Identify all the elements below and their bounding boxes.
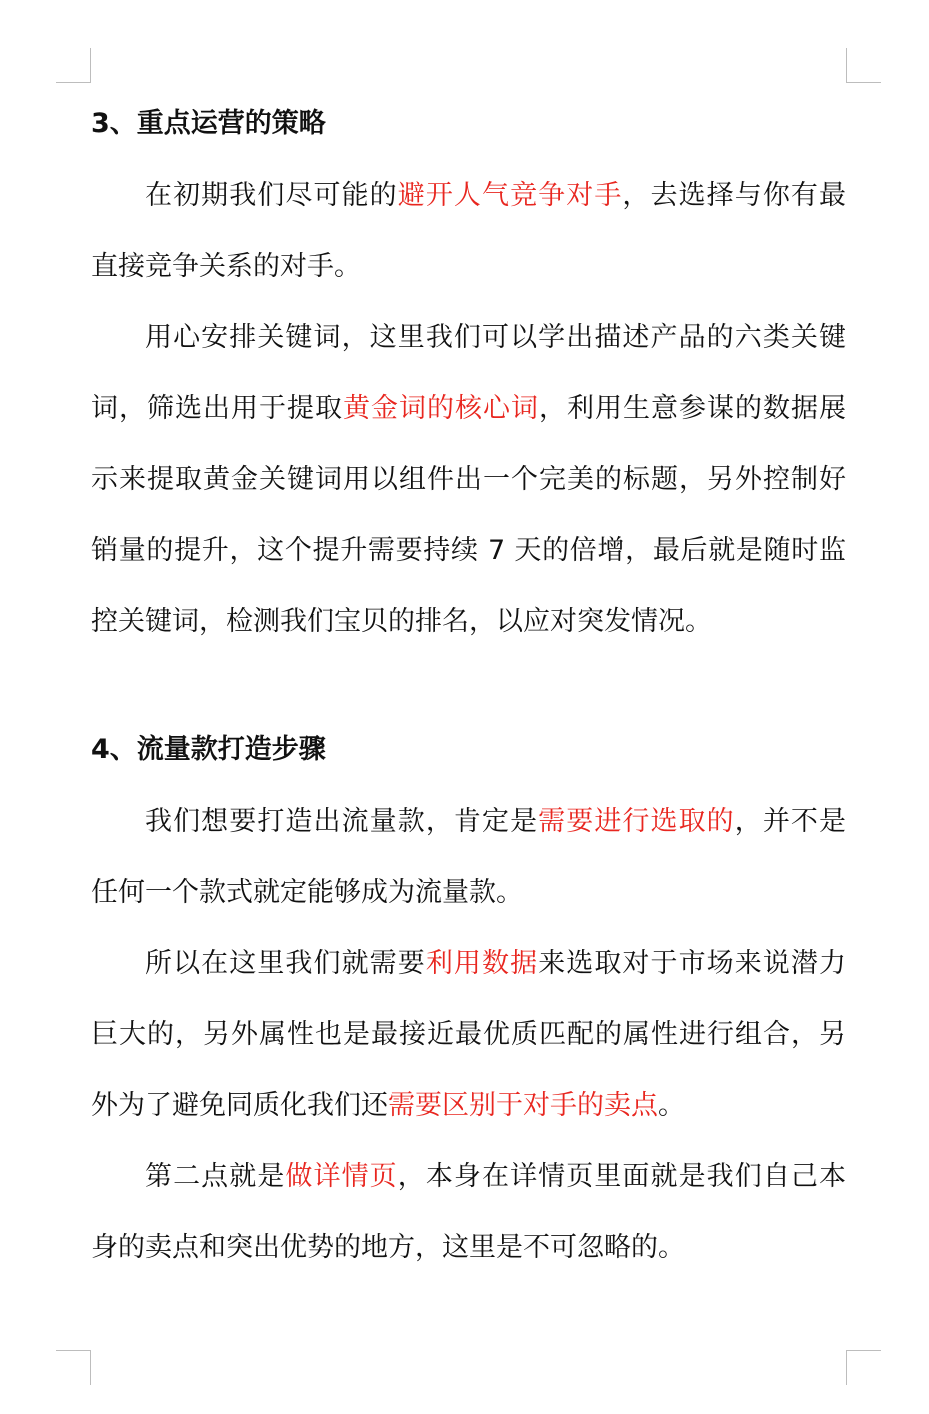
highlighted-text: 避开人气竞争对手 bbox=[397, 180, 623, 211]
text-run: 在初期我们尽可能的 bbox=[145, 180, 398, 211]
text-run: 。 bbox=[658, 1090, 685, 1121]
text-run: 来选取对于市场来说潜力巨大的，另外属性也是最接近最优质匹配的属性进行组合，另外为了避免同质化我们还 bbox=[91, 948, 847, 1121]
text-run: 用心安排关键词，这里我们可以学出描述产品的六类关键词，筛选出用于提取 bbox=[91, 322, 846, 424]
text-run: ，并不是任何一个款式就定能够成为流量款。 bbox=[91, 806, 847, 908]
section-spacer bbox=[91, 657, 846, 726]
section-4-heading: 4、流量款打造步骤 bbox=[91, 734, 326, 765]
highlighted-text: 利用数据 bbox=[425, 948, 539, 979]
section-3-paragraph-1 bbox=[91, 160, 846, 302]
text-run: 所以在这里我们就需要 bbox=[145, 948, 426, 979]
highlighted-text: 需要进行选取的 bbox=[538, 806, 735, 837]
section-3-heading: 3、重点运营的策略 bbox=[91, 108, 326, 139]
page-corner-mark-top-right bbox=[846, 48, 881, 83]
page-corner-mark-bottom-left bbox=[56, 1350, 91, 1385]
highlighted-text: 做详情页 bbox=[285, 1161, 398, 1192]
page-corner-mark-top-left bbox=[56, 48, 91, 83]
page-corner-mark-bottom-right bbox=[846, 1350, 881, 1385]
section-3-paragraph-2 bbox=[91, 302, 846, 657]
highlighted-text: 黄金词的核心词 bbox=[343, 393, 539, 424]
text-run: 我们想要打造出流量款，肯定是 bbox=[145, 806, 539, 837]
section-4-paragraph-1 bbox=[91, 786, 846, 928]
text-run: ，去选择与你有最直接竞争关系的对手。 bbox=[91, 180, 847, 282]
document-page bbox=[91, 100, 846, 1283]
section-4-paragraph-2 bbox=[91, 928, 846, 1141]
text-run: ，利用生意参谋的数据展示来提取黄金关键词用以组件出一个完美的标题，另外控制好销量的提升，这个提升需要持续 7 天的倍增，最后就是随时监控关键词，检测我们宝贝的排名，以应对突发情况。 bbox=[91, 393, 846, 637]
text-run: ，本身在详情页里面就是我们自己本身的卖点和突出优势的地方，这里是不可忽略的。 bbox=[91, 1161, 847, 1263]
highlighted-text: 需要区别于对手的卖点 bbox=[388, 1090, 658, 1121]
text-run: 第二点就是 bbox=[145, 1161, 286, 1192]
section-4-paragraph-3 bbox=[91, 1141, 846, 1283]
